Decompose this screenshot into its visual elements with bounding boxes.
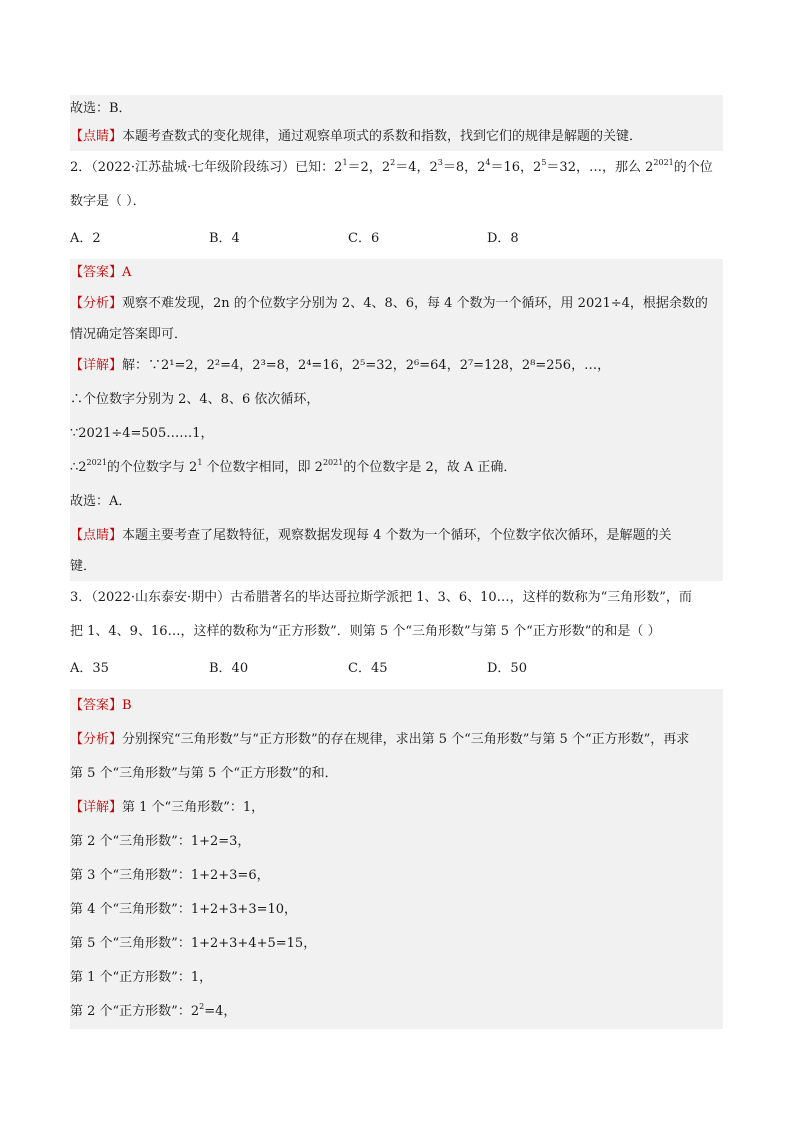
q3-detail-line2: 第 2 个“三角形数”：1+2=3， xyxy=(70,834,251,849)
stem-text: 已知： xyxy=(295,160,335,175)
analysis-tag: 【分析】 xyxy=(70,296,123,311)
q3-detail-line7 xyxy=(70,995,723,1029)
stem-text: ＝2， xyxy=(347,160,382,175)
base: 2 xyxy=(429,160,438,175)
q2-choice-line: 故选：A． xyxy=(70,494,132,509)
review-text: 本题主要考查了尾数特征，观察数据发现每 4 个数为一个循环，个位数字依次循环，是解题的关 xyxy=(122,528,672,543)
q1-choice-line: 故选：B． xyxy=(70,101,132,116)
q1-solution-block xyxy=(70,95,723,151)
q3-detail-line1 xyxy=(70,791,723,825)
q1-review-line xyxy=(70,123,723,151)
q2-detail-line1 xyxy=(70,349,723,383)
detail-text: 解：∵2¹=2，2²=4，2³=8，2⁴=16，2⁵=32，2⁶=64，2⁷=128，2⁸=256，…， xyxy=(122,358,611,373)
answer-tag: 【答案】 xyxy=(70,265,123,280)
option-d: D．8 xyxy=(487,231,519,246)
stem-text: ＝8， xyxy=(442,160,478,175)
q3-detail-line6: 第 1 个“正方形数”：1， xyxy=(70,970,213,985)
option-a: A．35 xyxy=(70,661,109,676)
detail-text: ∴2 xyxy=(70,460,87,475)
exponent: 4 xyxy=(485,158,491,167)
exponent: 2021 xyxy=(653,158,674,167)
q3-number: 3． xyxy=(70,590,92,605)
detail-text: =4， xyxy=(204,1004,237,1019)
q3-answer-line xyxy=(70,689,723,723)
stem-text: ＝4， xyxy=(395,160,430,175)
q3-question xyxy=(70,581,723,689)
answer-value: B xyxy=(122,698,132,713)
q2-stem-line1 xyxy=(70,151,723,185)
base: 2 xyxy=(533,160,542,175)
q2-analysis-line1 xyxy=(70,287,723,321)
detail-tag: 【详解】 xyxy=(70,358,123,373)
exponent: 2021 xyxy=(86,458,107,467)
q3-detail-line3: 第 3 个“三角形数”：1+2+3=6， xyxy=(70,868,270,883)
stem-text: ＝16， xyxy=(490,160,534,175)
q3-options xyxy=(70,649,723,689)
analysis-tag: 【分析】 xyxy=(70,732,123,747)
exponent: 1 xyxy=(342,158,348,167)
q2-options xyxy=(70,219,723,259)
option-b: B．4 xyxy=(209,231,240,246)
q2-solution-block xyxy=(70,259,723,581)
review-text: 本题考查数式的变化规律，通过观察单项式的系数和指数，找到它们的规律是解题的关键． xyxy=(122,129,643,144)
option-c: C．6 xyxy=(348,231,380,246)
exponent: 3 xyxy=(437,158,443,167)
q2-analysis-line2: 情况确定答案即可． xyxy=(70,327,188,342)
exponent: 2 xyxy=(199,1002,205,1011)
option-a: A．2 xyxy=(70,231,101,246)
stem-text: ＝32，…，那么 xyxy=(546,160,646,175)
detail-text: 的个位数字是 2，故 A 正确． xyxy=(343,460,517,475)
q3-detail-line5: 第 5 个“三角形数”：1+2+3+4+5=15， xyxy=(70,936,317,951)
base: 2 xyxy=(381,160,391,175)
q2-number: 2． xyxy=(70,160,92,175)
review-tag: 【点睛】 xyxy=(70,528,123,543)
answer-value: A xyxy=(122,265,132,280)
base: 2 xyxy=(334,160,343,175)
base: 2 xyxy=(645,160,654,175)
q3-analysis-line2: 第 5 个“三角形数”与第 5 个“正方形数”的和． xyxy=(70,766,338,781)
document-page xyxy=(70,95,723,1029)
stem-expr xyxy=(334,160,713,175)
analysis-text: 分别探究“三角形数”与“正方形数”的存在规律，求出第 5 个“三角形数”与第 5 个“正方形数”，再求 xyxy=(122,732,690,747)
q2-source: （2022·江苏盐城·七年级阶段练习） xyxy=(91,160,296,175)
q3-solution-block xyxy=(70,689,723,1029)
q2-answer-line xyxy=(70,259,723,287)
option-b: B．40 xyxy=(209,661,249,676)
analysis-text: 观察不难发现，2n 的个位数字分别为 2、4、8、6，每 4 个数为一个循环，用 2021÷4，根据余数的 xyxy=(122,296,708,311)
q2-detail-line4 xyxy=(70,451,723,485)
stem-text: 的个位 xyxy=(673,160,713,175)
q3-detail-line4: 第 4 个“三角形数”：1+2+3+3=10， xyxy=(70,902,298,917)
q2-review-line2: 键． xyxy=(70,559,97,574)
exponent: 5 xyxy=(541,158,547,167)
q2-detail-line3: ∵2021÷4=505……1， xyxy=(70,426,214,441)
exponent: 2021 xyxy=(322,458,344,467)
detail-text: 个位数字相同，即 2 xyxy=(202,460,323,475)
detail-text: 第 2 个“正方形数”：2 xyxy=(70,1004,200,1019)
stem-text: 古希腊著名的毕达哥拉斯学派把 1、3、6、10…，这样的数称为“三角形数”，而 xyxy=(230,590,692,605)
q3-stem-line1 xyxy=(70,581,723,615)
q3-analysis-line1 xyxy=(70,723,723,757)
detail-text: 的个位数字与 2 xyxy=(106,460,198,475)
exponent: 1 xyxy=(197,458,203,467)
base: 2 xyxy=(477,160,486,175)
answer-tag: 【答案】 xyxy=(70,698,123,713)
q3-stem-line2: 把 1、4、9、16…，这样的数称为“正方形数”．则第 5 个“三角形数”与第 5 个“正方形数”的和是（ ） xyxy=(70,624,661,639)
detail-tag: 【详解】 xyxy=(70,800,123,815)
q2-stem-line2: 数字是（ ）． xyxy=(70,194,146,209)
detail-text: 第 1 个“三角形数”：1， xyxy=(122,800,265,815)
q2-review-line1 xyxy=(70,519,723,553)
q3-source: （2022·山东泰安·期中） xyxy=(91,590,231,605)
review-tag: 【点睛】 xyxy=(70,129,123,144)
option-d: D．50 xyxy=(487,661,527,676)
q2-question xyxy=(70,151,723,259)
option-c: C．45 xyxy=(348,661,388,676)
exponent: 2 xyxy=(390,158,396,167)
q2-detail-line2: ∴个位数字分别为 2、4、8、6 依次循环， xyxy=(70,392,320,407)
